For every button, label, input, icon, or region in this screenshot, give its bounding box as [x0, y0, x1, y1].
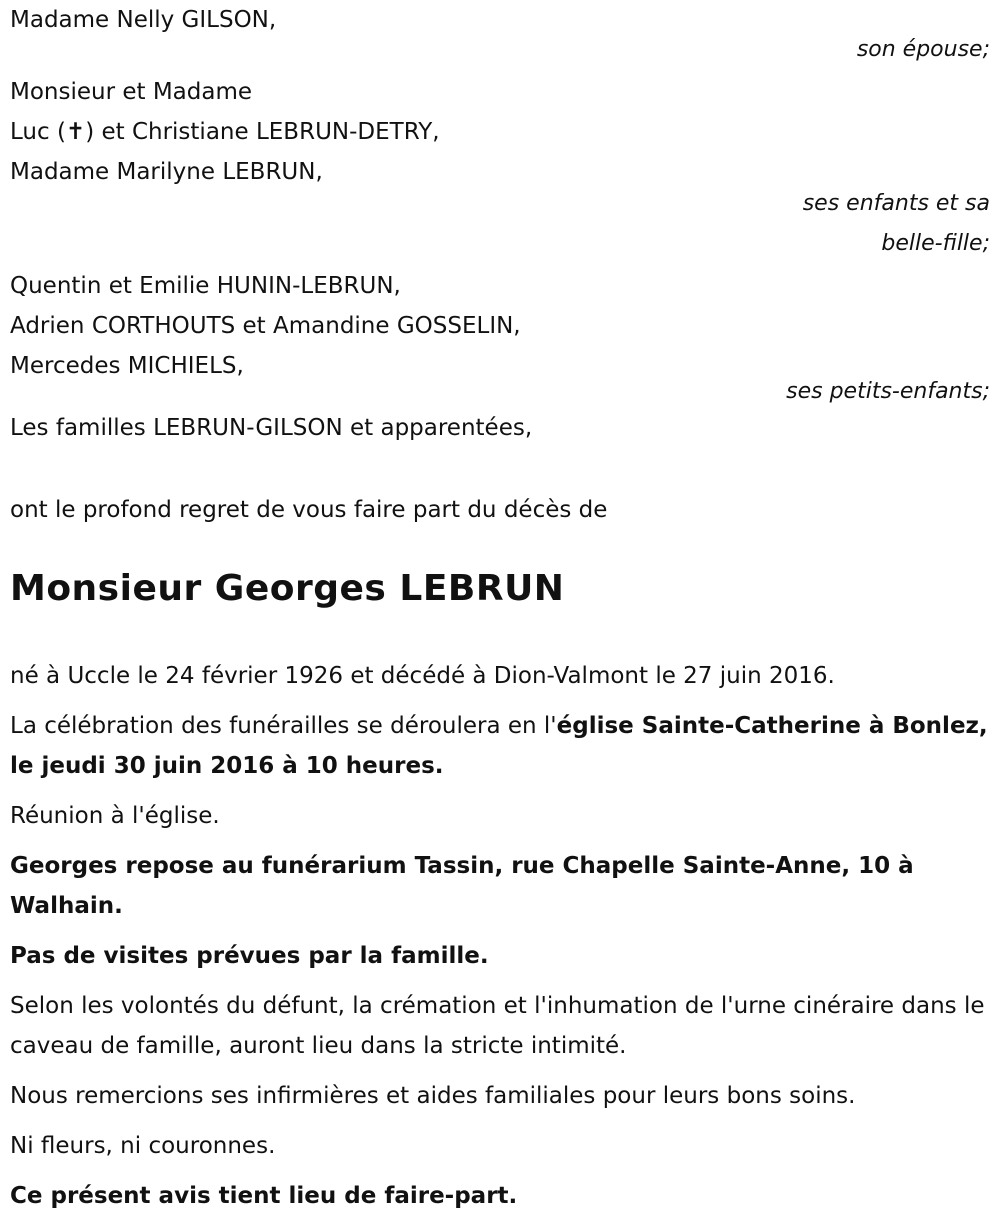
- no-visits: Pas de visites prévues par la famille.: [10, 943, 489, 969]
- spouse-role: son épouse;: [856, 37, 990, 62]
- children-line-2: Luc (✝) et Christiane LEBRUN-DETRY,: [10, 119, 440, 145]
- obituary-notice: [10, 0, 990, 1226]
- children-role-line-1: ses enfants et sa: [802, 191, 990, 216]
- thanks-note: Nous remercions ses infirmières et aides familiales pour leurs bons soins.: [10, 1083, 856, 1109]
- children-line-3: Madame Marilyne LEBRUN,: [10, 159, 323, 185]
- grandchildren-group: [10, 266, 990, 412]
- grandchildren-line-1: Quentin et Emilie HUNIN-LEBRUN,: [10, 273, 401, 299]
- ceremony-intro: La célébration des funérailles se déroulera en l': [10, 713, 557, 739]
- spouse-group: [10, 0, 990, 70]
- notice-statement: Ce présent avis tient lieu de faire-part.: [10, 1183, 518, 1209]
- deceased-name: Monsieur Georges LEBRUN: [10, 568, 565, 609]
- no-flowers: Ni fleurs, ni couronnes.: [10, 1133, 276, 1159]
- spouse-name: Madame Nelly GILSON,: [10, 7, 277, 33]
- grandchildren-line-2: Adrien CORTHOUTS et Amandine GOSSELIN,: [10, 313, 521, 339]
- children-role-line-2: belle-fille;: [881, 231, 990, 256]
- meeting-note: Réunion à l'église.: [10, 803, 220, 829]
- children-group: [10, 72, 990, 264]
- grandchildren-line-3: Mercedes MICHIELS,: [10, 353, 244, 379]
- announcement-text: ont le profond regret de vous faire part du décès de: [10, 497, 608, 523]
- children-line-1: Monsieur et Madame: [10, 79, 253, 105]
- deceased-wishes: Selon les volontés du défunt, la crémation et l'inhumation de l'urne cinéraire dans le caveau de famille, auront lieu dans la stricte intimité.: [10, 993, 985, 1059]
- funeral-home: Georges repose au funérarium Tassin, rue Chapelle Sainte-Anne, 10 à Walhain.: [10, 853, 914, 919]
- ceremony-details: [10, 706, 990, 786]
- ceremony-place: église Sainte-Catherine à Bonlez, le jeudi 30 juin 2016 à 10 heures.: [10, 713, 988, 779]
- extended-families: Les familles LEBRUN-GILSON et apparentées,: [10, 415, 533, 441]
- grandchildren-role: ses petits-enfants;: [786, 379, 990, 404]
- birth-death-dates: né à Uccle le 24 février 1926 et décédé à Dion-Valmont le 27 juin 2016.: [10, 663, 835, 689]
